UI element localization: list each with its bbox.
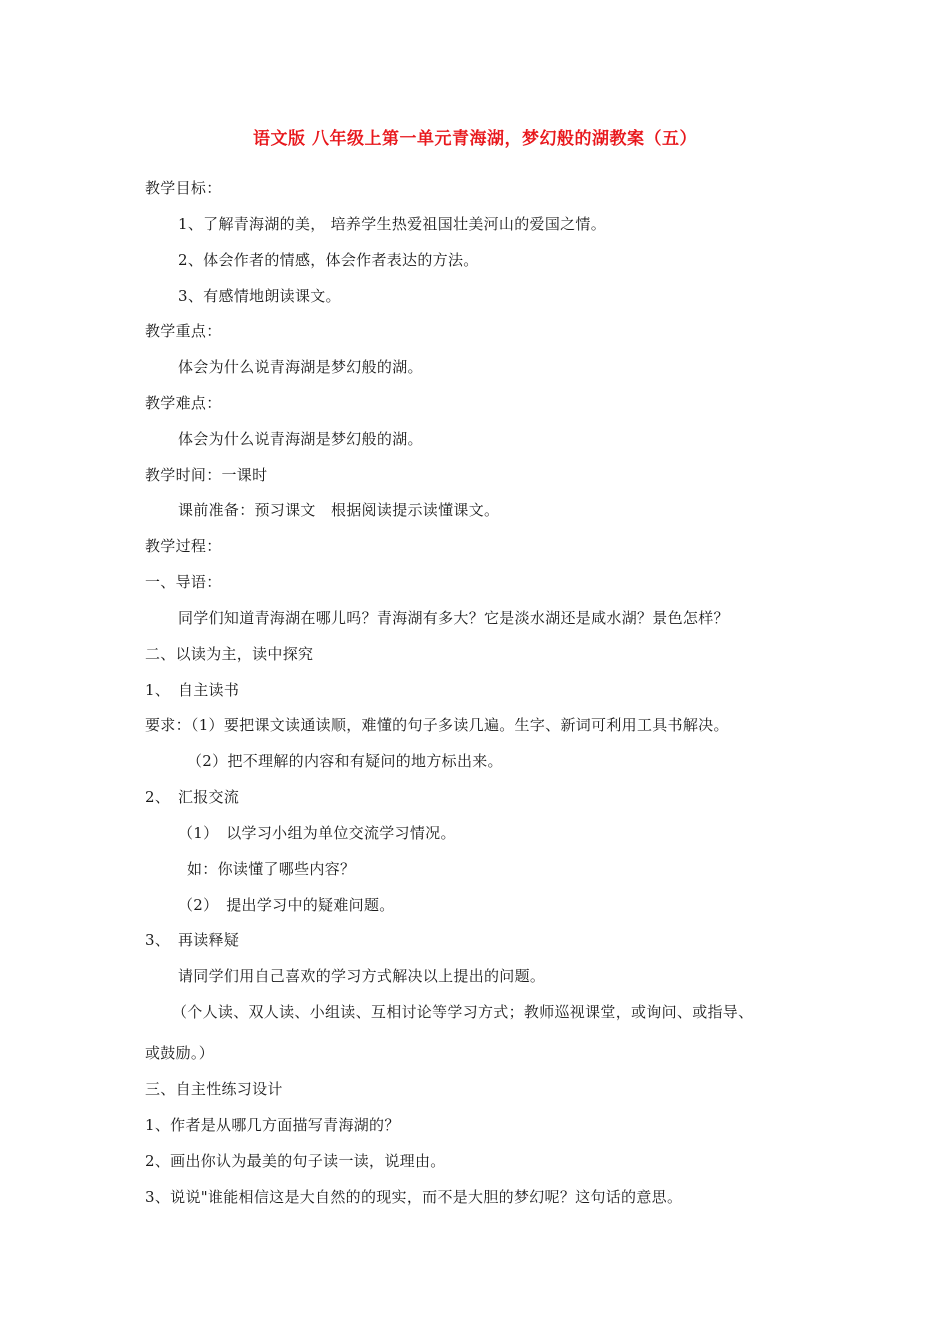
reread-text: 请同学们用自己喜欢的学习方式解决以上提出的问题。 [178, 967, 546, 985]
goal-item-2: 2、体会作者的情感，体会作者表达的方法。 [178, 251, 479, 269]
step-self-reading: 1、 自主读书 [145, 681, 240, 699]
difficulty-text: 体会为什么说青海湖是梦幻般的湖。 [178, 430, 423, 448]
teaching-time: 教学时间：一课时 [145, 466, 268, 484]
goal-item-1: 1、了解青海湖的美， 培养学生热爱祖国壮美河山的爱国之情。 [178, 215, 607, 233]
step-report: 2、 汇报交流 [145, 788, 240, 806]
section-reading: 二、以读为主，读中探究 [145, 645, 314, 663]
reread-methods-cont: 或鼓励。） [145, 1044, 215, 1062]
heading-teaching-goals: 教学目标： [145, 179, 222, 197]
intro-text: 同学们知道青海湖在哪儿吗？青海湖有多大？它是淡水湖还是咸水湖？景色怎样？ [178, 609, 729, 627]
report-item-2: （2） 提出学习中的疑难问题。 [178, 896, 395, 914]
exercise-2: 2、画出你认为最美的句子读一读，说理由。 [145, 1152, 446, 1170]
section-intro: 一、导语： [145, 573, 222, 591]
report-example: 如：你读懂了哪些内容？ [187, 860, 356, 878]
requirement-1: 要求：（1）要把课文读通读顺，难懂的句子多读几遍。生字、新词可利用工具书解决。 [145, 716, 729, 734]
preparation: 课前准备：预习课文 根据阅读提示读懂课文。 [178, 501, 500, 519]
exercise-3: 3、说说"谁能相信这是大自然的的现实，而不是大胆的梦幻呢？这句话的意思。 [145, 1188, 683, 1206]
page-title: 语文版 八年级上第一单元青海湖，梦幻般的湖教案（五） [253, 129, 697, 149]
key-point-text: 体会为什么说青海湖是梦幻般的湖。 [178, 358, 423, 376]
section-exercises: 三、自主性练习设计 [145, 1080, 283, 1098]
heading-process: 教学过程： [145, 537, 222, 555]
requirement-2: （2）把不理解的内容和有疑问的地方标出来。 [187, 752, 503, 770]
reread-methods: （个人读、双人读、小组读、互相讨论等学习方式；教师巡视课堂，或询问、或指导、 [172, 1003, 754, 1021]
step-reread: 3、 再读释疑 [145, 931, 240, 949]
heading-key-points: 教学重点： [145, 322, 222, 340]
heading-difficulties: 教学难点： [145, 394, 222, 412]
report-item-1: （1） 以学习小组为单位交流学习情况。 [178, 824, 456, 842]
goal-item-3: 3、有感情地朗读课文。 [178, 287, 341, 305]
exercise-1: 1、作者是从哪几方面描写青海湖的？ [145, 1116, 400, 1134]
